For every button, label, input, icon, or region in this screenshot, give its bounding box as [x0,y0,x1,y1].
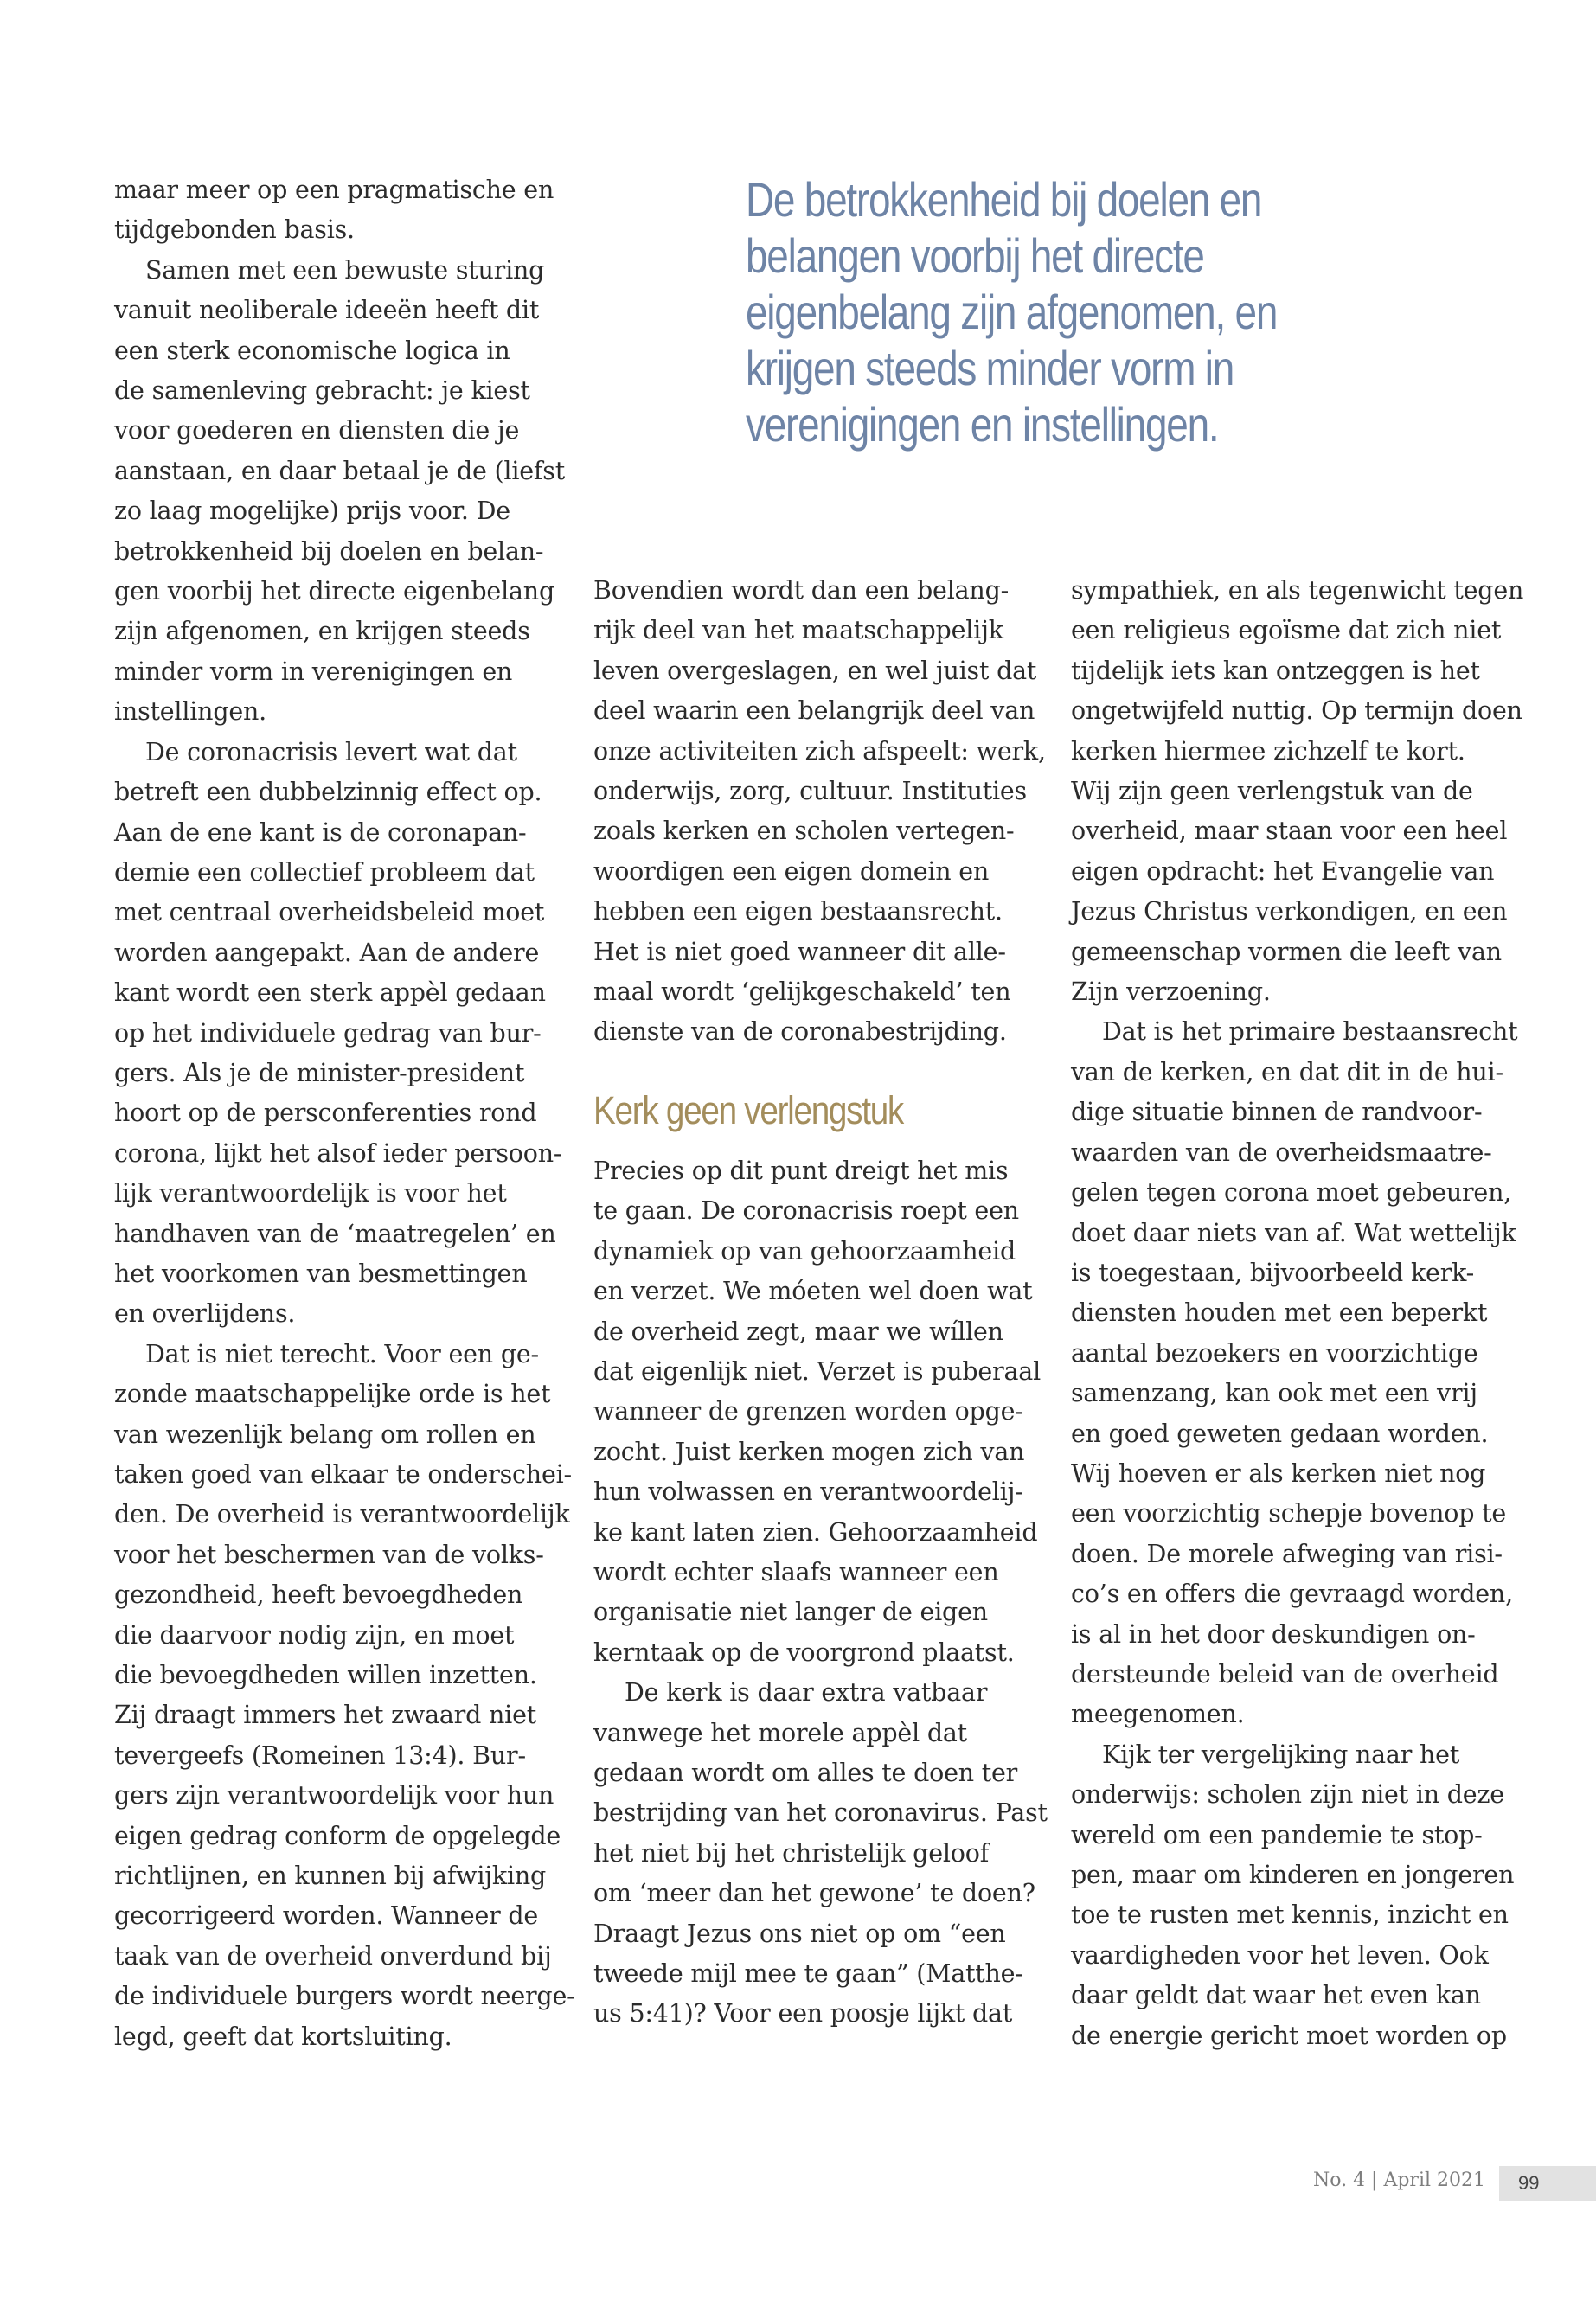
text-line: instellingen. [114,697,267,727]
text-line: tijdelijk iets kan ontzeggen is het [1071,656,1480,685]
text-line: toe te rusten met kennis, inzicht en [1071,1900,1509,1930]
text-line: taak van de overheid onverdund bij [114,1941,552,1971]
text-line: met centraal overheidsbeleid moet [114,898,545,927]
text-line: kerntaak op de voorgrond plaatst. [593,1638,1015,1667]
text-line: Draagt Jezus ons niet op om “een [593,1919,1006,1948]
text-line: maar meer op een pragmatische en [114,176,554,204]
text-line: voor goederen en diensten die je [114,416,520,445]
text-line: vanuit neoliberale ideeën heeft dit [114,296,540,325]
text-line: Zijn verzoening. [1071,977,1271,1007]
text-line: worden aangepakt. Aan de andere [114,938,540,967]
text-line: zoals kerken en scholen vertegen- [593,817,1015,846]
text-column-1 [114,170,575,2057]
text-line: woordigen een eigen domein en [593,856,990,886]
text-line: deel waarin een belangrijk deel van [593,696,1035,726]
text-line: Aan de ene kant is de coronapan- [114,817,527,847]
pull-quote-line: belangen voorbij het directe [746,228,1204,283]
text-line: leven overgeslagen, en wel juist dat [593,656,1037,685]
pull-quote [746,171,1403,452]
text-line: lijk verantwoordelijk is voor het [114,1179,507,1208]
text-line: voor het beschermen van de volks- [114,1540,544,1569]
text-line: is al in het door deskundigen on- [1071,1619,1476,1649]
text-line: aanstaan, en daar betaal je de (liefst [114,456,565,485]
text-line: pen, maar om kinderen en jongeren [1071,1861,1515,1889]
text-line: Wij hoeven er als kerken niet nog [1071,1458,1486,1488]
text-line: Bovendien wordt dan een belang- [593,576,1010,605]
text-line: die daarvoor nodig zijn, en moet [114,1620,515,1650]
column-2-bottom-paragraphs [593,1151,1048,2035]
text-line: kerken hiermee zichzelf te kort. [1071,736,1465,766]
text-line: het voorkomen van besmettingen [114,1259,528,1288]
text-line: richtlijnen, en kunnen bij afwijking [114,1862,547,1891]
text-line: aantal bezoekers en voorzichtige [1071,1338,1478,1368]
text-column-3 [1071,571,1524,2056]
text-line: Het is niet goed wanneer dit alle- [593,937,1006,966]
text-line: hun volwassen en verantwoordelij- [593,1477,1023,1507]
text-line: Samen met een bewuste sturing [145,255,545,285]
pull-quote-line: De betrokkenheid bij doelen en [746,172,1262,227]
text-column-2 [593,571,1048,2035]
text-line: de energie gericht moet worden op [1071,2021,1507,2050]
text-line: wanneer de grenzen worden opge- [593,1397,1023,1426]
text-line: rijk deel van het maatschappelijk [593,616,1003,645]
text-line: een religieus egoïsme dat zich niet [1071,616,1502,645]
text-line: organisatie niet langer de eigen [593,1598,988,1627]
text-line: legd, geeft dat kortsluiting. [114,2022,452,2051]
text-line: onze activiteiten zich afspeelt: werk, [593,736,1046,766]
text-line: gen voorbij het directe eigenbelang [114,577,555,606]
text-line: tijdgebonden basis. [114,215,355,245]
text-line: diensten houden met een beperkt [1071,1298,1488,1328]
text-line: gelen tegen corona moet gebeuren, [1071,1178,1512,1208]
text-line: onderwijs: scholen zijn niet in deze [1071,1780,1504,1810]
text-line: dienste van de coronabestrijding. [593,1017,1007,1047]
text-line: gedaan wordt om alles te doen ter [593,1758,1018,1787]
text-line: vaardigheden voor het leven. Ook [1071,1940,1489,1970]
text-line: taken goed van elkaar te onderschei- [114,1460,572,1489]
text-line: de overheid zegt, maar we wíllen [593,1317,1003,1346]
text-line: dersteunde beleid van de overheid [1071,1659,1499,1689]
text-line: Kijk ter vergelijking naar het [1102,1740,1460,1769]
text-line: bestrijding van het coronavirus. Past [593,1798,1048,1828]
text-line: om ‘meer dan het gewone’ te doen? [593,1879,1035,1908]
page-number: 99 [1499,2166,1596,2201]
text-line: waarden van de overheidsmaatre- [1071,1138,1492,1167]
text-line: Wij zijn geen verlengstuk van de [1071,777,1473,806]
text-line: gemeenschap vormen die leeft van [1071,937,1502,966]
text-line: van wezenlijk belang om rollen en [114,1420,536,1449]
text-line: ongetwijfeld nuttig. Op termijn doen [1071,696,1522,726]
text-line: co’s en offers die gevraagd worden, [1071,1580,1513,1609]
text-line: den. De overheid is verantwoordelijk [114,1500,570,1529]
text-line: en goed geweten gedaan worden. [1071,1419,1489,1448]
text-line: wereld om een pandemie te stop- [1071,1820,1483,1849]
text-line: op het individuele gedrag van bur- [114,1018,542,1048]
text-line: De kerk is daar extra vatbaar [625,1678,988,1708]
text-line: Precies op dit punt dreigt het mis [593,1156,1009,1185]
text-line: samenzang, kan ook met een vrij [1071,1379,1477,1408]
pull-quote-line: eigenbelang zijn afgenomen, en [746,285,1278,339]
text-line: demie een collectief probleem dat [114,857,535,887]
text-line: tweede mijl mee te gaan” (Matthe- [593,1959,1023,1988]
text-line: doen. De morele afweging van risi- [1071,1539,1503,1568]
text-line: eigen opdracht: het Evangelie van [1071,856,1495,886]
text-line: minder vorm in verenigingen en [114,657,513,686]
text-line: zocht. Juist kerken mogen zich van [593,1437,1025,1466]
text-line: van de kerken, en dat dit in de hui- [1071,1057,1503,1086]
text-line: zonde maatschappelijke orde is het [114,1380,551,1409]
text-line: zijn afgenomen, en krijgen steeds [114,617,530,646]
text-line: en verzet. We móeten wel doen wat [593,1277,1033,1306]
text-line: corona, lijkt het alsof ieder persoon- [114,1138,562,1168]
text-line: gecorrigeerd worden. Wanneer de [114,1901,539,1931]
text-line: en overlijdens. [114,1299,296,1329]
pull-quote-line: verenigingen en instellingen. [746,397,1219,452]
page-footer [0,2166,1596,2201]
text-line: sympathiek, en als tegenwicht tegen [1071,576,1524,605]
text-line: wordt echter slaafs wanneer een [593,1557,999,1586]
text-line: die bevoegdheden willen inzetten. [114,1661,537,1690]
text-line: vanwege het morele appèl dat [593,1718,967,1747]
text-line: kant wordt een sterk appèl gedaan [114,978,546,1008]
text-line: dat eigenlijk niet. Verzet is puberaal [593,1356,1041,1386]
text-line: Dat is het primaire bestaansrecht [1102,1017,1518,1047]
text-line: onderwijs, zorg, cultuur. Instituties [593,777,1027,806]
text-line: tevergeefs (Romeinen 13:4). Bur- [114,1740,526,1770]
text-line: daar geldt dat waar het even kan [1071,1981,1481,2010]
text-line: de samenleving gebracht: je kiest [114,376,530,406]
text-line: dige situatie binnen de randvoor- [1071,1098,1483,1127]
text-line: eigen gedrag conform de opgelegde [114,1821,561,1850]
text-line: betrokkenheid bij doelen en belan- [114,536,544,566]
text-line: doet daar niets van af. Wat wettelijk [1071,1218,1516,1247]
text-line: hoort op de persconferenties rond [114,1099,537,1128]
text-line: Dat is niet terecht. Voor een ge- [145,1339,539,1368]
pull-quote-line: krijgen steeds minder vorm in [746,341,1234,395]
text-line: handhaven van de ‘maatregelen’ en [114,1219,556,1248]
column-2-top-paragraph [593,571,1046,1053]
text-line: meegenomen. [1071,1700,1245,1729]
text-line: maal wordt ‘gelijkgeschakeld’ ten [593,977,1011,1007]
text-line: de individuele burgers wordt neerge- [114,1982,575,2011]
text-line: gers. Als je de minister-president [114,1058,525,1087]
text-line: is toegestaan, bijvoorbeeld kerk- [1071,1258,1475,1287]
text-line: gers zijn verantwoordelijk voor hun [114,1781,554,1811]
text-line: us 5:41)? Voor een poosje lijkt dat [593,1999,1013,2029]
text-line: dynamiek op van gehoorzaamheid [593,1236,1016,1266]
text-line: te gaan. De coronacrisis roept een [593,1196,1019,1226]
text-line: zo laag mogelijke) prijs voor. De [114,497,510,526]
text-line: De coronacrisis levert wat dat [145,737,517,766]
text-line: een sterk economische logica in [114,336,510,365]
text-line: Zij draagt immers het zwaard niet [114,1701,537,1730]
section-subheading: Kerk geen verlengstuk [593,1087,903,1132]
text-line: ke kant laten zien. Gehoorzaamheid [593,1517,1038,1547]
text-line: hebben een eigen bestaansrecht. [593,897,1003,926]
text-line: het niet bij het christelijk geloof [593,1838,990,1868]
text-line: gezondheid, heeft bevoegdheden [114,1580,523,1610]
text-line: overheid, maar staan voor een heel [1071,817,1508,846]
text-line: Jezus Christus verkondigen, en een [1071,897,1508,926]
issue-info: No. 4 | April 2021 [1312,2170,1485,2191]
text-line: betreft een dubbelzinnig effect op. [114,778,542,807]
text-line: een voorzichtig schepje bovenop te [1071,1499,1507,1529]
